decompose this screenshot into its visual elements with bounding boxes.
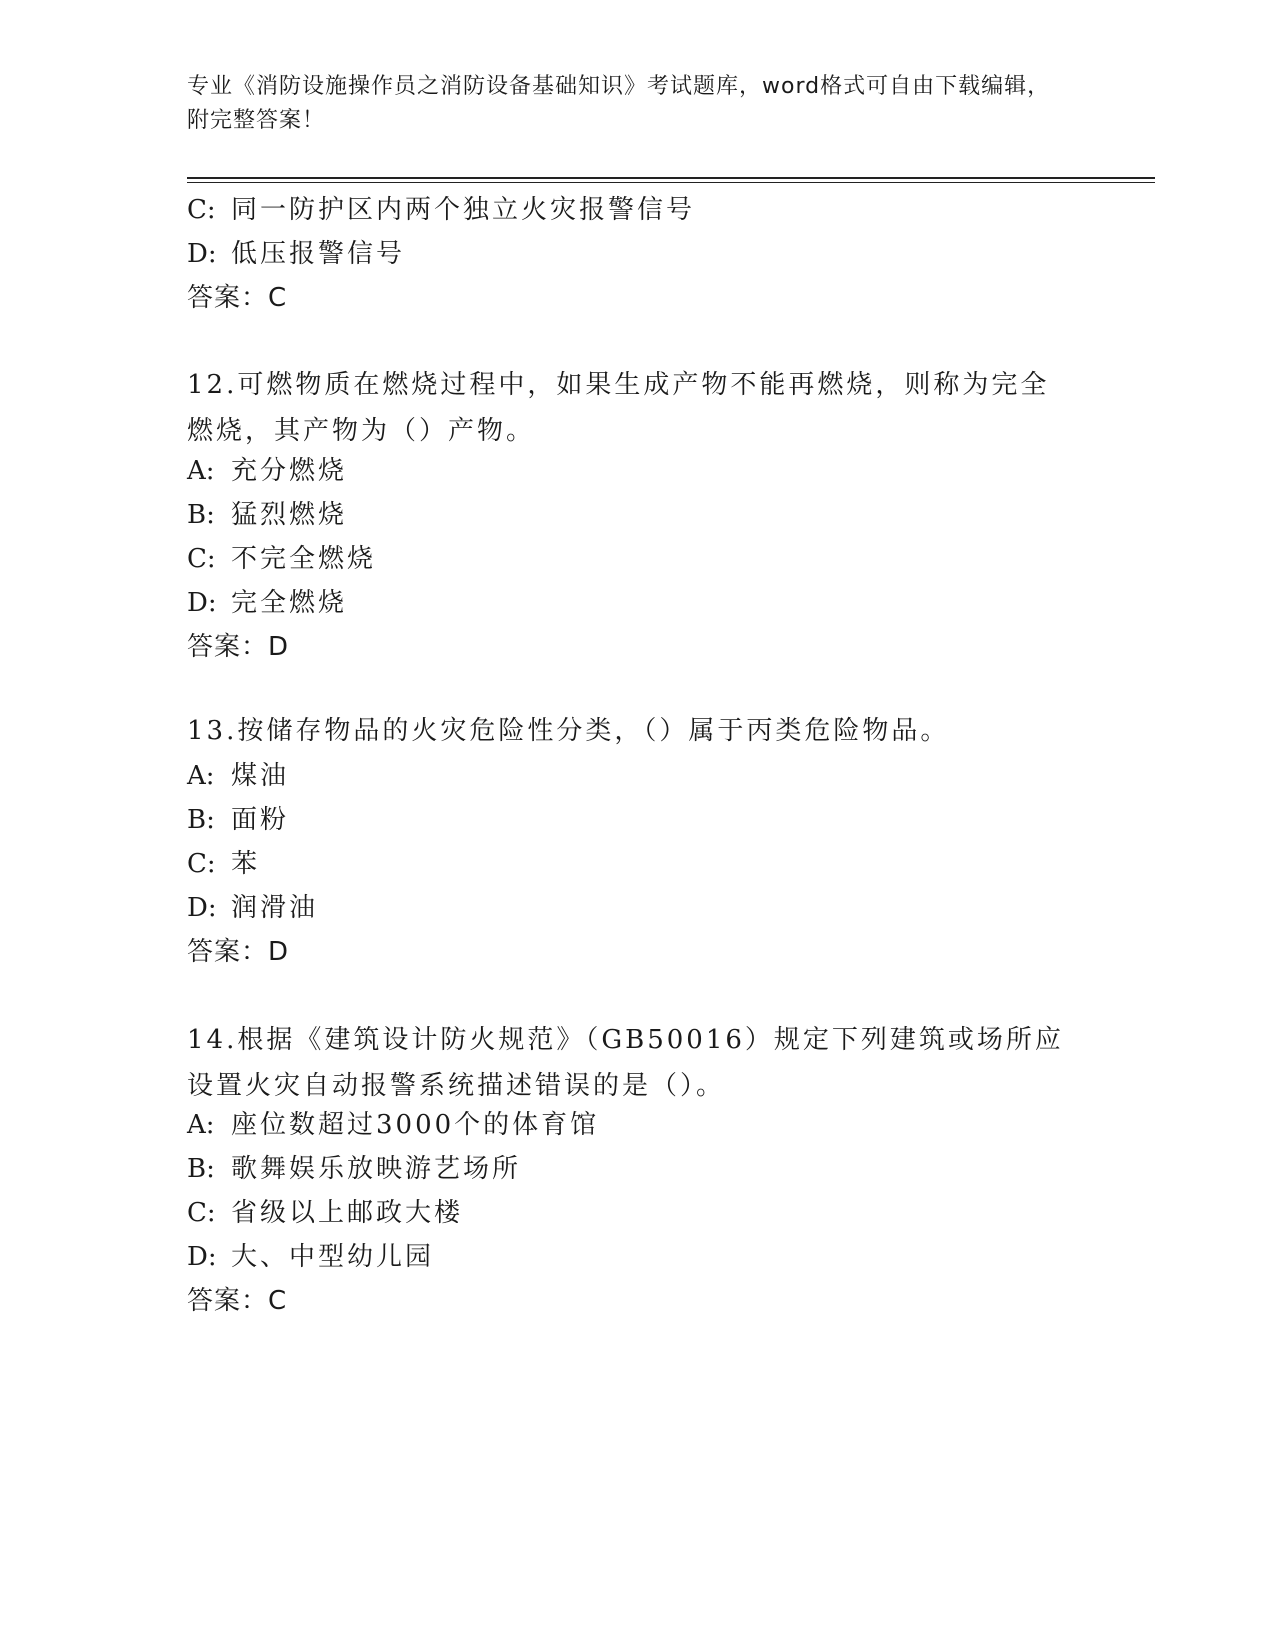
answer-line: 答案：C <box>187 283 288 313</box>
header-rule-thick <box>187 177 1155 179</box>
option-label: C: <box>187 195 216 225</box>
option-label: A: <box>187 761 215 791</box>
option-label: D: <box>187 239 217 269</box>
option-text: 座位数超过3000个的体育馆 <box>231 1110 600 1140</box>
option-text: 苯 <box>231 849 261 879</box>
question-stem-13: 13.按储存物品的火灾危险性分类，（）属于丙类危险物品。 <box>187 716 950 746</box>
answer-line: 答案：D <box>187 632 290 662</box>
option-label: C: <box>187 544 216 574</box>
option-b <box>187 497 347 533</box>
document-header: 专业《消防设施操作员之消防设备基础知识》考试题库，word格式可自由下载编辑，附完整答案！ <box>187 74 1051 133</box>
option-text: 不完全燃烧 <box>231 544 377 574</box>
option-d <box>187 585 347 621</box>
option-text: 润滑油 <box>231 893 319 923</box>
option-d <box>187 890 318 926</box>
answer-line: 答案：C <box>187 1286 288 1316</box>
option-text: 猛烈燃烧 <box>231 500 348 530</box>
option-a <box>187 1107 599 1143</box>
option-label: B: <box>187 805 215 835</box>
option-a <box>187 453 347 489</box>
option-text: 面粉 <box>231 805 290 835</box>
option-text: 充分燃烧 <box>231 456 348 486</box>
option-text: 歌舞娱乐放映游艺场所 <box>231 1154 522 1184</box>
option-c <box>187 192 695 228</box>
option-text: 省级以上邮政大楼 <box>231 1198 464 1228</box>
option-label: D: <box>187 893 217 923</box>
option-text: 煤油 <box>231 761 290 791</box>
option-label: B: <box>187 500 215 530</box>
option-d <box>187 1239 434 1275</box>
option-label: C: <box>187 1198 216 1228</box>
option-d <box>187 236 405 272</box>
option-text: 同一防护区内两个独立火灾报警信号 <box>231 195 696 225</box>
option-label: D: <box>187 588 217 618</box>
option-label: A: <box>187 456 215 486</box>
option-text: 低压报警信号 <box>231 239 406 269</box>
option-text: 完全燃烧 <box>231 588 348 618</box>
question-stem-14: 14.根据《建筑设计防火规范》（GB50016）规定下列建筑或场所应设置火灾自动报警系统描述错误的是（）。 <box>187 1025 1064 1101</box>
answer-line: 答案：D <box>187 937 290 967</box>
option-label: A: <box>187 1110 215 1140</box>
option-a <box>187 758 289 794</box>
option-label: D: <box>187 1242 217 1272</box>
option-c <box>187 1195 463 1231</box>
header-rule-thin <box>187 182 1155 183</box>
option-b <box>187 1151 521 1187</box>
option-b <box>187 802 289 838</box>
option-c <box>187 541 376 577</box>
question-stem-12: 12.可燃物质在燃烧过程中，如果生成产物不能再燃烧，则称为完全燃烧，其产物为（）产物。 <box>187 370 1050 446</box>
option-c <box>187 846 260 882</box>
option-label: B: <box>187 1154 215 1184</box>
option-text: 大、中型幼儿园 <box>231 1242 435 1272</box>
option-label: C: <box>187 849 216 879</box>
